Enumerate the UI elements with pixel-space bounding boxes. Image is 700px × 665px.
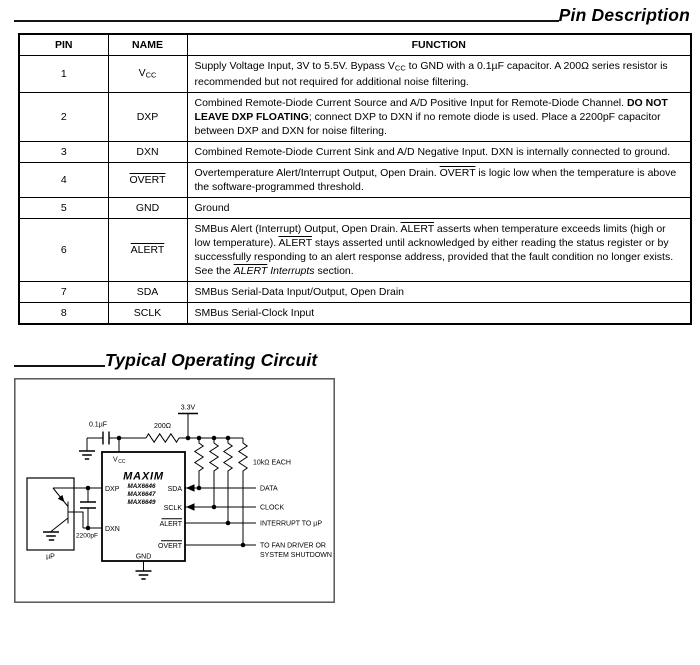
signal-lines [185, 485, 332, 560]
pin-name-cell [108, 55, 187, 93]
pin-function-cell [187, 219, 691, 282]
text-segment: DO NOT LEAVE DXP FLOATING [194, 97, 668, 124]
circuit-diagram [14, 378, 335, 603]
pin-table-body [19, 55, 691, 324]
junction-dot [86, 486, 91, 491]
datasheet-page [0, 5, 700, 603]
text-segment: asserts when temperature exceeds limits (high or low temperature). [194, 223, 666, 250]
text-segment: SMBus Alert (Interrupt) Output, Open Drain. [194, 223, 401, 236]
col-header-name: NAME [108, 34, 187, 55]
junction-dot [117, 436, 122, 441]
text-segment: V [138, 66, 146, 79]
pin-function-cell [187, 93, 691, 142]
col-header-function: FUNCTION [187, 34, 691, 55]
text-segment: DXN [136, 146, 159, 159]
text-segment: Ground [194, 202, 230, 215]
text-segment: SDA [136, 286, 159, 299]
junction-dot [86, 526, 91, 531]
text-segment: Interrupts [267, 265, 315, 278]
pin-name-cell [108, 219, 187, 282]
col-header-pin: PIN [19, 34, 108, 55]
pin-number-cell: 6 [19, 219, 108, 282]
text-segment: ALERT [233, 265, 268, 278]
junction-dot [212, 436, 217, 441]
arrow-into-sclk [186, 504, 195, 511]
signal-label-interrupt: INTERRUPT TO µP [260, 520, 322, 528]
pin-number-cell: 5 [19, 198, 108, 219]
supply-voltage-label: 3.3V [180, 404, 196, 412]
text-segment: ALERT [130, 244, 165, 257]
text-segment: ALERT [278, 237, 313, 250]
pin-function-cell [187, 198, 691, 219]
text-segment: to GND with a 0.1µF capacitor. A 200Ω series resistor is recommended but not required for additional noise filtering. [194, 59, 668, 89]
junction-dot [197, 436, 202, 441]
ic-pin-gnd: GND [135, 553, 152, 561]
pin-number-cell: 2 [19, 93, 108, 142]
signal-label-clock: CLOCK [260, 504, 285, 512]
text-segment: GND [135, 202, 160, 215]
ic-pin-dxn: DXN [105, 526, 120, 534]
resistor-symbol [224, 438, 232, 523]
pin-number-cell: 3 [19, 142, 108, 163]
signal-label-fan-line1: TO FAN DRIVER OR [260, 542, 326, 550]
circuit-header [14, 350, 336, 370]
supply-rail [109, 405, 243, 439]
text-segment: SMBus Serial-Clock Input [194, 307, 315, 320]
ic-max6646 [102, 438, 185, 579]
text-segment: OVERT [439, 167, 476, 180]
text-segment: SCLK [133, 307, 162, 320]
pin-number-cell: 8 [19, 303, 108, 325]
text-segment: stays asserted until acknowledged by either reading the status register or by successfully responding to an alert response address, provided that the fault condition no longer exists. See the [194, 237, 674, 278]
capacitor-symbol [103, 432, 109, 445]
ic-pin-overt: OVERT [158, 543, 182, 551]
resistor-symbol [239, 438, 247, 545]
ic-pin-dxp: DXP [105, 486, 120, 494]
series-resistor [146, 423, 179, 442]
pin-table-row [19, 163, 691, 198]
remote-diode-section [27, 478, 102, 561]
pin-table-row [19, 282, 691, 303]
filter-capacitor [76, 488, 98, 540]
bypass-cap-label: 0.1µF [88, 421, 108, 429]
text-segment: is logic low when the temperature is above the software-programmed threshold. [194, 167, 677, 194]
signal-label-data: DATA [260, 485, 278, 493]
pin-function-cell [187, 142, 691, 163]
pin-number-cell: 1 [19, 55, 108, 93]
pin-function-cell [187, 282, 691, 303]
ground-symbol [136, 571, 152, 579]
pin-function-cell [187, 303, 691, 325]
text-segment: DXP [136, 111, 159, 124]
resistor-symbol [210, 438, 218, 507]
ic-pin-alert: ALERT [159, 521, 182, 529]
pin-table-row [19, 142, 691, 163]
series-resistor-label: 200Ω [154, 423, 171, 431]
transistor-collector [51, 518, 68, 532]
pin-name-cell [108, 93, 187, 142]
circuit-header-rule [14, 365, 105, 367]
header-rule [14, 20, 559, 22]
ic-pin-vcc-subscript: CC [118, 459, 126, 466]
pullup-resistors-label: 10kΩ EACH [253, 459, 291, 467]
text-segment: Combined Remote-Diode Current Source and A/D Positive Input for Remote-Diode Channel. [194, 97, 627, 110]
pin-name-cell [108, 163, 187, 198]
transistor-emitter [64, 501, 69, 507]
filter-cap-label: 2200pF [75, 532, 99, 540]
page-title: Pin Description [558, 5, 690, 25]
pin-description-table [18, 33, 692, 325]
ic-part-number: MAX6649 [127, 499, 156, 507]
junction-dot [226, 521, 231, 526]
signal-label-fan-line2: SYSTEM SHUTDOWN [260, 552, 332, 560]
ground-symbol [43, 532, 59, 540]
pin-number-cell: 4 [19, 163, 108, 198]
bypass-capacitor [79, 422, 109, 460]
text-segment: Supply Voltage Input, 3V to 5.5V. Bypass V [194, 59, 395, 72]
text-segment: CC [394, 63, 406, 73]
junction-dot [226, 436, 231, 441]
pin-table-header-row [19, 34, 691, 55]
pin-table-row [19, 198, 691, 219]
ground-symbol [79, 451, 95, 459]
text-segment: Combined Remote-Diode Current Sink and A/D Negative Input. DXN is internally connected to ground. [194, 146, 671, 159]
resistor-symbol [195, 438, 203, 488]
pin-table-row [19, 55, 691, 93]
text-segment: ; connect DXP to DXN if no remote diode is used. Place a 2200pF capacitor between DXP and DXN for noise filtering. [194, 111, 661, 138]
ic-part-number: MAX6647 [127, 491, 156, 499]
text-segment: section. [314, 265, 354, 278]
ic-logo: MAXIM [123, 470, 164, 483]
pin-function-cell [187, 55, 691, 93]
text-segment: ALERT [400, 223, 434, 236]
ic-part-number: MAX6646 [127, 483, 156, 491]
pin-table-row [19, 303, 691, 325]
ic-pin-sclk: SCLK [163, 505, 182, 513]
pin-name-cell [108, 303, 187, 325]
junction-dot [241, 543, 246, 548]
pin-number-cell: 7 [19, 282, 108, 303]
text-segment: Overtemperature Alert/Interrupt Output, Open Drain. [194, 167, 440, 180]
junction-dot [186, 436, 191, 441]
microprocessor-label: µP [46, 553, 55, 561]
text-segment: CC [145, 70, 157, 80]
text-segment: SMBus Serial-Data Input/Output, Open Drain [194, 286, 405, 299]
pin-description-header [14, 5, 690, 25]
microprocessor-box [27, 478, 74, 550]
resistor-symbol [146, 434, 179, 442]
typical-operating-circuit [14, 378, 700, 603]
pin-name-cell [108, 282, 187, 303]
pin-name-cell [108, 198, 187, 219]
arrow-into-sda [186, 485, 195, 492]
junction-dot [212, 505, 217, 510]
ic-pin-vcc: V [113, 456, 118, 464]
circuit-title: Typical Operating Circuit [105, 350, 318, 371]
ic-pin-sda: SDA [167, 486, 182, 494]
pin-table-row [19, 219, 691, 282]
capacitor-symbol [80, 502, 96, 508]
pin-function-cell [187, 163, 691, 198]
junction-dot [197, 486, 202, 491]
pin-table-row [19, 93, 691, 142]
transistor-emitter [53, 488, 64, 501]
text-segment: OVERT [129, 174, 166, 187]
transistor-base-wire [68, 512, 83, 528]
pin-name-cell [108, 142, 187, 163]
